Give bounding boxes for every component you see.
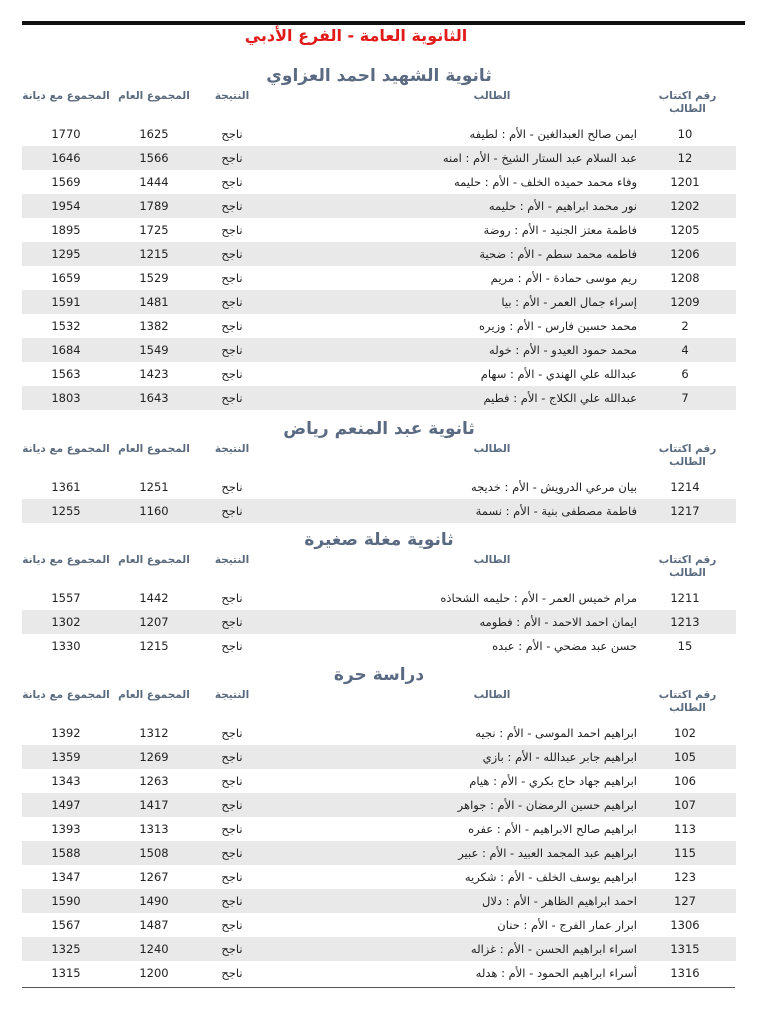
student-name: محمد حسين فارس - الأم : وزيره <box>479 319 637 333</box>
section-title: دراسة حرة <box>333 665 425 685</box>
header-student-name: الطالب <box>473 554 511 566</box>
table-header <box>22 689 736 721</box>
header-total: المجموع العام <box>118 443 190 455</box>
student-name: ابراهيم احمد الموسى - الأم : نجيه <box>475 726 637 740</box>
school-section <box>22 526 736 658</box>
total-with-religion: 1684 <box>51 343 81 357</box>
result: ناجح <box>221 918 243 932</box>
header-result: النتيجة <box>214 443 250 455</box>
student-name: احمد ابراهيم الظاهر - الأم : دلال <box>481 894 637 908</box>
total-score: 1566 <box>139 151 169 165</box>
result: ناجح <box>221 942 243 956</box>
student-id: 1306 <box>670 918 700 932</box>
top-rule <box>22 21 745 25</box>
result: ناجح <box>221 894 243 908</box>
result: ناجح <box>221 271 243 285</box>
result: ناجح <box>221 504 243 518</box>
bottom-rule <box>22 987 735 988</box>
header-total-with-religion: المجموع مع ديانة <box>22 90 110 102</box>
total-score: 1490 <box>139 894 169 908</box>
result: ناجح <box>221 151 243 165</box>
total-score: 1251 <box>139 480 169 494</box>
header-student-name: الطالب <box>473 90 511 102</box>
student-id: 15 <box>677 639 693 653</box>
header-student-id: رقم اكتتاب الطالب <box>658 689 717 714</box>
total-with-religion: 1954 <box>51 199 81 213</box>
header-total-with-religion: المجموع مع ديانة <box>22 443 110 455</box>
total-score: 1643 <box>139 391 169 405</box>
student-name: اسراء ابراهيم الحسن - الأم : غزاله <box>470 942 637 956</box>
student-id: 113 <box>674 822 696 836</box>
total-with-religion: 1325 <box>51 942 81 956</box>
total-with-religion: 1557 <box>51 591 81 605</box>
total-score: 1263 <box>139 774 169 788</box>
student-name: ابراهيم يوسف الخلف - الأم : شكريه <box>464 870 637 884</box>
header-student-id: رقم اكتتاب الطالب <box>658 90 717 115</box>
student-name: أسراء ابراهيم الحمود - الأم : هدله <box>475 966 637 980</box>
table-row <box>22 634 736 658</box>
student-name: ابراهيم عبد المجمد العبيد - الأم : عبير <box>458 846 637 860</box>
total-score: 1549 <box>139 343 169 357</box>
total-score: 1789 <box>139 199 169 213</box>
student-id: 1205 <box>670 223 700 237</box>
total-with-religion: 1497 <box>51 798 81 812</box>
student-id: 1315 <box>670 942 700 956</box>
student-id: 1209 <box>670 295 700 309</box>
student-name: ايمن صالح العبدالغين - الأم : لطيفه <box>469 127 637 141</box>
total-score: 1625 <box>139 127 169 141</box>
result: ناجح <box>221 367 243 381</box>
table-header <box>22 90 736 122</box>
student-id: 1211 <box>670 591 700 605</box>
result: ناجح <box>221 295 243 309</box>
header-total: المجموع العام <box>118 90 190 102</box>
student-id: 127 <box>674 894 696 908</box>
student-name: بيان مرعي الدرويش - الأم : خديجه <box>470 480 637 494</box>
student-id: 7 <box>681 391 689 405</box>
student-id: 6 <box>681 367 689 381</box>
total-with-religion: 1315 <box>51 966 81 980</box>
student-id: 1202 <box>670 199 700 213</box>
total-with-religion: 1895 <box>51 223 81 237</box>
table-row <box>22 290 736 314</box>
result: ناجح <box>221 615 243 629</box>
result: ناجح <box>221 846 243 860</box>
table-row <box>22 499 736 523</box>
header-student-name: الطالب <box>473 443 511 455</box>
table-row <box>22 937 736 961</box>
total-with-religion: 1302 <box>51 615 81 629</box>
table-row <box>22 338 736 362</box>
result: ناجح <box>221 822 243 836</box>
result: ناجح <box>221 175 243 189</box>
total-score: 1215 <box>139 247 169 261</box>
table-row <box>22 266 736 290</box>
total-score: 1725 <box>139 223 169 237</box>
result: ناجح <box>221 726 243 740</box>
table-row <box>22 769 736 793</box>
total-score: 1200 <box>139 966 169 980</box>
student-name: نور محمد ابراهيم - الأم : حليمه <box>488 199 637 213</box>
table-row <box>22 610 736 634</box>
table-row <box>22 961 736 985</box>
total-with-religion: 1590 <box>51 894 81 908</box>
student-name: محمد حمود العيدو - الأم : خوله <box>489 343 637 357</box>
header-result: النتيجة <box>214 554 250 566</box>
table-row <box>22 218 736 242</box>
student-name: ابراهيم جهاد حاج بكري - الأم : هيام <box>469 774 637 788</box>
total-score: 1215 <box>139 639 169 653</box>
table-row <box>22 793 736 817</box>
total-score: 1417 <box>139 798 169 812</box>
total-score: 1487 <box>139 918 169 932</box>
header-result: النتيجة <box>214 90 250 102</box>
header-student-id: رقم اكتتاب الطالب <box>658 554 717 579</box>
header-total: المجموع العام <box>118 554 190 566</box>
table-row <box>22 889 736 913</box>
total-score: 1312 <box>139 726 169 740</box>
total-with-religion: 1803 <box>51 391 81 405</box>
section-title: ثانوية مغلة صغيرة <box>304 530 454 550</box>
student-id: 1208 <box>670 271 700 285</box>
table-row <box>22 865 736 889</box>
table-row <box>22 817 736 841</box>
total-with-religion: 1770 <box>51 127 81 141</box>
result: ناجح <box>221 480 243 494</box>
student-name: ابراهيم صالح الابراهيم - الأم : عفره <box>468 822 637 836</box>
school-section <box>22 62 736 410</box>
table-row <box>22 122 736 146</box>
student-name: ريم موسى حمادة - الأم : مريم <box>490 271 637 285</box>
student-id: 12 <box>677 151 693 165</box>
total-with-religion: 1588 <box>51 846 81 860</box>
student-id: 2 <box>681 319 689 333</box>
total-with-religion: 1563 <box>51 367 81 381</box>
student-id: 1316 <box>670 966 700 980</box>
table-row <box>22 362 736 386</box>
student-name: فاطمه محمد سطم - الأم : ضحية <box>479 247 637 261</box>
student-name: ابراهيم جابر عبدالله - الأم : بازي <box>482 750 637 764</box>
total-score: 1267 <box>139 870 169 884</box>
section-title: ثانوية عبد المنعم رياض <box>283 419 475 439</box>
total-with-religion: 1330 <box>51 639 81 653</box>
student-id: 4 <box>681 343 689 357</box>
table-row <box>22 745 736 769</box>
table-row <box>22 841 736 865</box>
result: ناجح <box>221 966 243 980</box>
student-name: فاطمة مصطفى بنية - الأم : نسمة <box>475 504 637 518</box>
result: ناجح <box>221 391 243 405</box>
header-total-with-religion: المجموع مع ديانة <box>22 554 110 566</box>
header-result: النتيجة <box>214 689 250 701</box>
total-score: 1240 <box>139 942 169 956</box>
student-id: 1213 <box>670 615 700 629</box>
result: ناجح <box>221 223 243 237</box>
total-with-religion: 1392 <box>51 726 81 740</box>
result: ناجح <box>221 319 243 333</box>
table-row <box>22 170 736 194</box>
student-name: ايمان احمد الاحمد - الأم : فطومه <box>479 615 637 629</box>
student-id: 1217 <box>670 504 700 518</box>
student-id: 107 <box>674 798 696 812</box>
result: ناجح <box>221 639 243 653</box>
student-id: 115 <box>674 846 696 860</box>
table-row <box>22 146 736 170</box>
total-with-religion: 1255 <box>51 504 81 518</box>
table-row <box>22 242 736 266</box>
total-with-religion: 1567 <box>51 918 81 932</box>
table-row <box>22 913 736 937</box>
total-with-religion: 1659 <box>51 271 81 285</box>
total-with-religion: 1393 <box>51 822 81 836</box>
total-with-religion: 1569 <box>51 175 81 189</box>
student-id: 102 <box>674 726 696 740</box>
student-name: حسن عبد مضحي - الأم : عبده <box>492 639 637 653</box>
student-id: 105 <box>674 750 696 764</box>
result: ناجح <box>221 343 243 357</box>
result: ناجح <box>221 127 243 141</box>
student-id: 10 <box>677 127 693 141</box>
total-score: 1444 <box>139 175 169 189</box>
student-name: فاطمة معتز الجنيد - الأم : روضة <box>483 223 637 237</box>
student-name: إسراء جمال العمر - الأم : بيا <box>501 295 637 309</box>
total-with-religion: 1343 <box>51 774 81 788</box>
school-section <box>22 661 736 985</box>
total-score: 1269 <box>139 750 169 764</box>
result: ناجح <box>221 750 243 764</box>
total-score: 1207 <box>139 615 169 629</box>
result: ناجح <box>221 774 243 788</box>
student-name: وفاء محمد حميده الخلف - الأم : حليمه <box>453 175 637 189</box>
school-section <box>22 415 736 523</box>
table-row <box>22 386 736 410</box>
student-id: 1214 <box>670 480 700 494</box>
section-title: ثانوية الشهيد احمد العزاوي <box>266 66 492 86</box>
total-score: 1382 <box>139 319 169 333</box>
table-row <box>22 314 736 338</box>
student-id: 1206 <box>670 247 700 261</box>
table-row <box>22 194 736 218</box>
header-total: المجموع العام <box>118 689 190 701</box>
total-score: 1481 <box>139 295 169 309</box>
student-id: 106 <box>674 774 696 788</box>
student-name: عبدالله علي الهندي - الأم : سهام <box>480 367 637 381</box>
student-name: عبدالله علي الكلاج - الأم : فطيم <box>483 391 637 405</box>
table-header <box>22 443 736 475</box>
student-name: ابرار عمار الفرج - الأم : حنان <box>497 918 637 932</box>
table-row <box>22 475 736 499</box>
header-student-name: الطالب <box>473 689 511 701</box>
table-row <box>22 586 736 610</box>
student-name: ابراهيم حسين الرمضان - الأم : جواهر <box>457 798 637 812</box>
total-with-religion: 1359 <box>51 750 81 764</box>
total-with-religion: 1361 <box>51 480 81 494</box>
result: ناجح <box>221 199 243 213</box>
table-header <box>22 554 736 586</box>
total-score: 1160 <box>139 504 169 518</box>
result: ناجح <box>221 591 243 605</box>
table-row <box>22 721 736 745</box>
total-score: 1442 <box>139 591 169 605</box>
total-with-religion: 1295 <box>51 247 81 261</box>
result: ناجح <box>221 798 243 812</box>
student-name: عبد السلام عبد الستار الشيخ - الأم : امنه <box>442 151 637 165</box>
total-with-religion: 1591 <box>51 295 81 309</box>
total-score: 1423 <box>139 367 169 381</box>
total-with-religion: 1646 <box>51 151 81 165</box>
total-with-religion: 1532 <box>51 319 81 333</box>
student-id: 123 <box>674 870 696 884</box>
header-total-with-religion: المجموع مع ديانة <box>22 689 110 701</box>
result: ناجح <box>221 247 243 261</box>
result: ناجح <box>221 870 243 884</box>
total-score: 1529 <box>139 271 169 285</box>
total-score: 1313 <box>139 822 169 836</box>
page-title: الثانوية العامة - الفرع الأدبي <box>244 26 468 45</box>
student-name: مرام خميس العمر - الأم : حليمه الشحاذه <box>440 591 637 605</box>
total-score: 1508 <box>139 846 169 860</box>
header-student-id: رقم اكتتاب الطالب <box>658 443 717 468</box>
total-with-religion: 1347 <box>51 870 81 884</box>
student-id: 1201 <box>670 175 700 189</box>
